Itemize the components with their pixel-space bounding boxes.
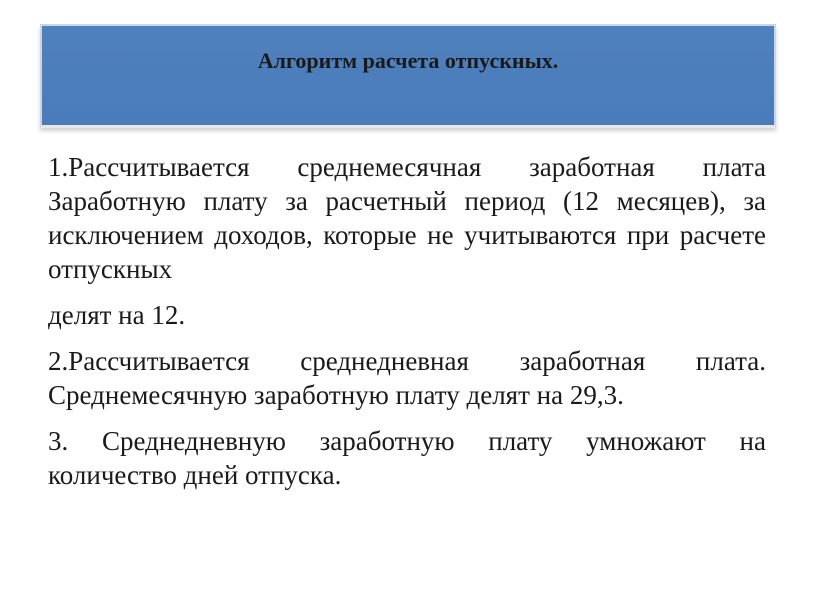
- slide-title: Алгоритм расчета отпускных.: [257, 48, 559, 73]
- step-3-paragraph: 3. Среднедневную заработную плату умножают на количество дней отпуска.: [48, 426, 766, 490]
- step-1-continuation: делят на 12.: [48, 300, 186, 330]
- slide-body: [48, 150, 766, 492]
- step-2-paragraph: 2.Рассчитывается среднедневная заработная плата. Среднемесячную заработную плату делят на 29,3.: [48, 346, 766, 410]
- step-1-paragraph: 1.Рассчитывается среднемесячная заработная плата Заработную плату за расчетный период (12 месяцев), за исключением доходов, которые не учитываются при расчете отпускных: [48, 152, 766, 284]
- title-banner: [40, 24, 776, 128]
